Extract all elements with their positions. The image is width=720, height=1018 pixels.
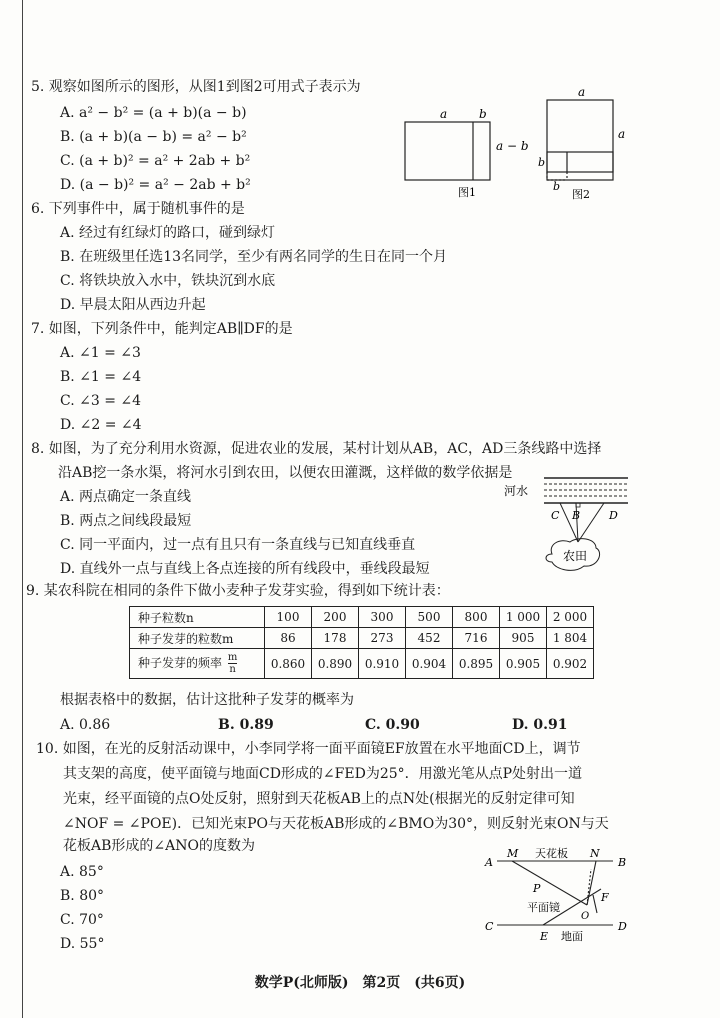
q10-point-o: O (581, 911, 590, 922)
table-cell: 1 000 (500, 607, 547, 628)
q10-ceiling-label: 天花板 (535, 847, 568, 860)
q10-ground-label: 地面 (561, 930, 583, 943)
freq-label: 种子发芽的频率 (138, 656, 223, 670)
q10-point-m: M (507, 847, 519, 860)
table-cell: 0.890 (312, 649, 359, 679)
fig1-label-b: b (479, 107, 487, 121)
fig2-label-b-left: b (538, 156, 546, 169)
q9-option-c: C. 0.90 (365, 717, 420, 733)
q5-figure (395, 80, 645, 205)
table-cell: 905 (500, 628, 547, 649)
fig1-label-a: a (440, 107, 448, 121)
q8-option-d: D. 直线外一点与直线上各点连接的所有线段中，垂线段最短 (60, 561, 430, 577)
table-cell: 2 000 (547, 607, 594, 628)
q10-point-p: P (533, 882, 541, 895)
table-cell: 178 (312, 628, 359, 649)
q7-stem: 7. 如图，下列条件中，能判定AB∥DF的是 (31, 321, 293, 337)
q8-option-a: A. 两点确定一条直线 (60, 489, 192, 505)
fig2-label-a-top: a (578, 85, 586, 99)
q10-stem-line5: 花板AB形成的∠ANO的度数为 (63, 838, 255, 854)
q10-stem-line1: 10. 如图，在光的反射活动课中，小李同学将一面平面镜EF放置在水平地面CD上，调节 (36, 741, 581, 757)
fig2-caption: 图2 (572, 188, 590, 201)
table-cell: 0.902 (547, 649, 594, 679)
table-cell: 800 (453, 607, 500, 628)
fig1-caption: 图1 (458, 186, 476, 199)
table-cell: 273 (359, 628, 406, 649)
q7-option-c: C. ∠3 = ∠4 (60, 393, 142, 409)
q8-option-b: B. 两点之间线段最短 (60, 513, 192, 529)
page-footer: 数学P(北师版) 第2页 (共6页) (254, 975, 466, 991)
q8-river-label: 河水 (504, 484, 529, 498)
table-cell: 100 (265, 607, 312, 628)
q10-mirror-label: 平面镜 (527, 901, 560, 914)
q10-point-b: B (618, 856, 627, 869)
q9-ask: 根据表格中的数据，估计这批种子发芽的概率为 (60, 692, 354, 708)
q10-stem-line2: 其支架的高度，使平面镜与地面CD形成的∠FED为25°．用激光笔从点P处射出一道 (63, 766, 583, 782)
table-cell: 0.910 (359, 649, 406, 679)
table-row (130, 628, 594, 649)
q10-option-b: B. 80° (60, 888, 105, 904)
q6-stem: 6. 下列事件中，属于随机事件的是 (31, 201, 245, 217)
q10-option-c: C. 70° (60, 912, 104, 928)
q10-point-n: N (590, 847, 600, 860)
q5-option-a: A. a² − b² = (a + b)(a − b) (60, 105, 247, 121)
table-cell: 716 (453, 628, 500, 649)
fig2-label-b-bottom: b (553, 180, 561, 193)
q6-option-c: C. 将铁块放入水中，铁块沉到水底 (60, 273, 276, 289)
q5-option-b: B. (a + b)(a − b) = a² − b² (60, 129, 247, 145)
q10-stem-line3: 光束，经平面镜的点O处反射，照射到天花板AB上的点N处(根据光的反射定律可知 (63, 791, 575, 807)
q10-point-f: F (601, 891, 609, 904)
q8-point-c: C (551, 509, 560, 522)
q10-option-a: A. 85° (60, 864, 104, 880)
table-cell: 86 (265, 628, 312, 649)
fraction-numerator: m (227, 652, 238, 663)
fig1-label-amb: a − b (496, 139, 529, 153)
table-cell: 0.895 (453, 649, 500, 679)
q9-table (129, 606, 594, 679)
q5-stem: 5. 观察如图所示的图形，从图1到图2可用式子表示为 (31, 79, 361, 95)
table-cell: 1 804 (547, 628, 594, 649)
q8-point-b: B (572, 509, 581, 522)
q8-option-c: C. 同一平面内，过一点有且只有一条直线与已知直线垂直 (60, 537, 416, 553)
q9-option-a: A. 0.86 (60, 717, 111, 733)
table-cell: 0.904 (406, 649, 453, 679)
table-cell: 200 (312, 607, 359, 628)
margin-line (22, 0, 23, 1018)
table-cell: 300 (359, 607, 406, 628)
fraction-m-over-n (228, 652, 237, 675)
q10-point-e: E (540, 930, 549, 943)
q10-stem-line4: ∠NOF = ∠POE)．已知光束PO与天花板AB形成的∠BMO为30°，则反射光束ON与天 (63, 816, 609, 832)
q8-point-d: D (609, 509, 618, 522)
q6-option-d: D. 早晨太阳从西边升起 (60, 297, 206, 313)
table-cell: 500 (406, 607, 453, 628)
table-header-freq (130, 649, 265, 679)
table-cell: 0.905 (500, 649, 547, 679)
fraction-denominator: n (229, 664, 236, 675)
q8-figure (500, 476, 630, 574)
q10-point-a: A (485, 856, 493, 869)
q8-stem-line2: 沿AB挖一条水渠，将河水引到农田，以便农田灌溉，这样做的数学依据是 (58, 465, 513, 481)
fig2-label-a-right: a (618, 127, 626, 141)
table-cell: 452 (406, 628, 453, 649)
q5-option-c: C. (a + b)² = a² + 2ab + b² (60, 153, 251, 169)
q10-point-c: C (485, 920, 494, 933)
q10-point-d: D (618, 920, 627, 933)
table-header-m: 种子发芽的粒数m (130, 628, 265, 649)
table-header-n: 种子粒数n (130, 607, 265, 628)
q10-option-d: D. 55° (60, 936, 105, 952)
q7-option-b: B. ∠1 = ∠4 (60, 369, 142, 385)
q8-field-label: 农田 (563, 549, 588, 563)
q7-option-d: D. ∠2 = ∠4 (60, 417, 142, 433)
q8-stem-line1: 8. 如图，为了充分利用水资源，促进农业的发展，某村计划从AB，AC，AD三条线路中选择 (31, 441, 602, 457)
q9-option-d: D. 0.91 (512, 717, 568, 733)
table-cell: 0.860 (265, 649, 312, 679)
q6-option-a: A. 经过有红绿灯的路口，碰到绿灯 (60, 225, 276, 241)
q9-stem: 9. 某农科院在相同的条件下做小麦种子发芽实验，得到如下统计表： (26, 583, 450, 599)
table-row (130, 607, 594, 628)
q7-option-a: A. ∠1 = ∠3 (60, 345, 141, 361)
table-row (130, 649, 594, 679)
q5-option-d: D. (a − b)² = a² − 2ab + b² (60, 177, 251, 193)
q10-figure (485, 845, 635, 945)
q9-option-b: B. 0.89 (218, 717, 274, 733)
q6-option-b: B. 在班级里任选13名同学，至少有两名同学的生日在同一个月 (60, 249, 448, 265)
